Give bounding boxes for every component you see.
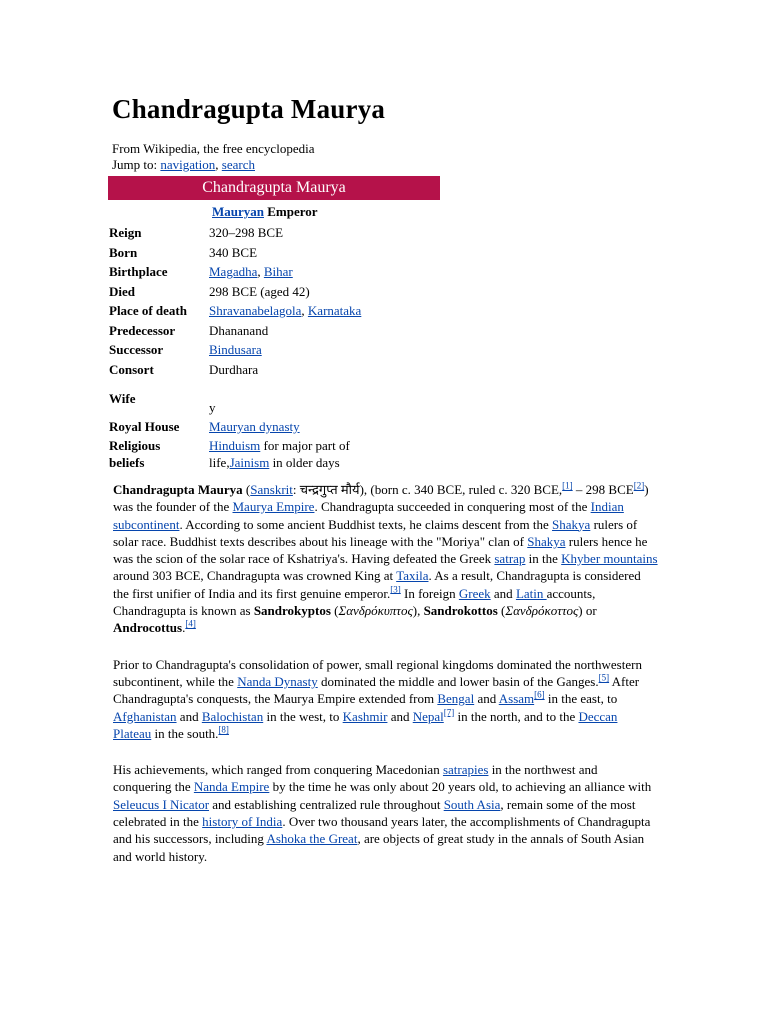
royal-house-value: [209, 417, 440, 437]
text: . According to some ancient Buddhist texts, he claims descent from the: [179, 516, 553, 532]
paragraph-expansion: [113, 656, 658, 742]
bindusara-link[interactable]: Bindusara: [209, 342, 262, 357]
greek-sandrokottos: Σανδρόκοττος: [505, 603, 579, 619]
infobox-row-predecessor: [108, 321, 440, 341]
infobox-row-consort: [108, 360, 440, 380]
text: (: [330, 603, 339, 619]
navigation-link[interactable]: navigation: [160, 157, 216, 172]
page-header: [112, 90, 657, 173]
bold-sandrokottos: Sandrokottos: [423, 603, 498, 619]
birthplace-sep: ,: [257, 264, 264, 279]
infobox-row-wife: [108, 379, 440, 417]
history-of-india-link[interactable]: history of India: [202, 814, 283, 830]
taxila-link[interactable]: Taxila: [396, 568, 429, 584]
successor-label: Successor: [109, 342, 164, 357]
religious-beliefs-label: [108, 437, 209, 471]
infobox-row-born: [108, 243, 440, 263]
citation-1[interactable]: [1]: [562, 480, 573, 491]
text: : चन्द्रगुप्त मौर्य), (born c. 340 BCE, ruled c. 320 BCE,: [292, 482, 563, 497]
citation-6[interactable]: [6]: [534, 689, 545, 700]
religious-text3: in older days: [269, 454, 340, 470]
successor-value: [209, 340, 440, 360]
text: and: [490, 585, 516, 601]
text: , remain some of the most celebrated in the: [113, 796, 636, 830]
infobox-row-religious-beliefs: [108, 437, 440, 471]
sanskrit-link[interactable]: Sanskrit: [250, 482, 293, 497]
paragraph-achievements: [113, 761, 658, 865]
born-label: Born: [109, 244, 138, 260]
text: rulers hence he was the scion of the solar race of Kshatriya's. Having defeated the Greek: [113, 533, 648, 567]
maurya-empire-link[interactable]: Maurya Empire: [232, 499, 315, 515]
shakya-link-2[interactable]: Shakya: [527, 533, 566, 549]
infobox-row-place-of-death: [108, 301, 440, 321]
assam-link[interactable]: Assam: [498, 691, 535, 707]
died-value: 298 BCE (aged 42): [209, 283, 310, 299]
text: in the west, to: [263, 708, 343, 724]
south-asia-link[interactable]: South Asia: [443, 796, 501, 812]
afghanistan-link[interactable]: Afghanistan: [113, 708, 177, 724]
bold-name: Chandragupta Maurya: [113, 482, 243, 497]
text: ) was the founder of the: [113, 482, 649, 515]
died-label: Died: [109, 283, 135, 299]
text: . As a result, Chandragupta is considered the first unifier of India and its first genuine emperor.: [113, 568, 641, 601]
text: accounts, Chandragupta is known as: [113, 585, 596, 619]
text: Prior to Chandragupta's consolidation of power, small regional kingdoms dominated the northwestern subcontinent, while the: [113, 656, 642, 689]
text: (: [242, 482, 251, 497]
citation-2[interactable]: [2]: [633, 480, 645, 491]
citation-3[interactable]: [3]: [390, 584, 401, 595]
religious-label-line2: beliefs: [109, 454, 145, 470]
magadha-link[interactable]: Magadha: [209, 264, 258, 279]
predecessor-label: Predecessor: [109, 322, 176, 338]
royal-house-label: Royal House: [109, 419, 180, 434]
infobox-row-birthplace: [108, 262, 440, 282]
text: ) or: [578, 603, 597, 619]
text: rulers of solar race. Buddhist texts describes about his lineage with the "Moriya" clan of: [113, 516, 638, 549]
deccan-plateau-link[interactable]: Deccan Plateau: [113, 708, 618, 741]
text: . Over two thousand years later, the accomplishments of Chandragupta and his successors, including: [113, 814, 651, 847]
mauryan-link[interactable]: Mauryan: [212, 204, 264, 219]
citation-7[interactable]: [7]: [443, 707, 455, 718]
text: – 298 BCE: [572, 482, 634, 497]
text: and: [474, 691, 499, 707]
hinduism-link[interactable]: Hinduism: [209, 437, 261, 453]
tagline: From Wikipedia, the free encyclopedia: [112, 141, 315, 156]
bengal-link[interactable]: Bengal: [437, 691, 475, 707]
search-link[interactable]: search: [221, 157, 255, 172]
kashmir-link[interactable]: Kashmir: [342, 708, 388, 724]
religious-label-line1: Religious: [109, 437, 161, 453]
infobox: [108, 176, 440, 471]
nepal-link[interactable]: Nepal: [412, 708, 444, 724]
bold-androcottus: Androcottus: [113, 620, 183, 636]
place-of-death-label: Place of death: [109, 303, 187, 318]
reign-value: 320–298 BCE: [209, 225, 284, 240]
infobox-row-died: [108, 282, 440, 302]
citation-4[interactable]: [4]: [185, 619, 196, 630]
text: In foreign: [400, 585, 459, 601]
nanda-dynasty-link[interactable]: Nanda Dynasty: [237, 673, 318, 689]
paragraph-intro: [113, 481, 658, 637]
jump-prefix: Jump to:: [112, 157, 161, 172]
place-of-death-sep: ,: [301, 303, 308, 318]
greek-link[interactable]: Greek: [458, 585, 491, 601]
bihar-link[interactable]: Bihar: [263, 264, 293, 279]
religious-text2: life,: [209, 454, 230, 470]
jump-links: [112, 157, 657, 173]
text: and: [176, 708, 202, 724]
wife-label: Wife: [109, 391, 136, 406]
seleucus-link[interactable]: Seleucus I Nicator: [113, 796, 210, 812]
text: dominated the middle and lower basin of the Ganges.: [317, 673, 599, 689]
jainism-link[interactable]: Jainism: [229, 454, 270, 470]
birthplace-value: [209, 262, 440, 282]
text: in the northwest and conquering the: [113, 762, 598, 795]
text: and: [387, 708, 413, 724]
shakya-link[interactable]: Shakya: [552, 516, 591, 532]
text: in the east, to: [544, 691, 618, 707]
reign-label: Reign: [109, 225, 142, 240]
infobox-header: Chandragupta Maurya: [108, 176, 440, 200]
latin-link[interactable]: Latin: [515, 585, 547, 601]
wife-value: y: [209, 400, 216, 415]
shravanabelagola-link[interactable]: Shravanabelagola: [209, 303, 302, 318]
ashoka-link[interactable]: Ashoka the Great: [266, 831, 358, 847]
citation-5[interactable]: [5]: [598, 672, 610, 683]
infobox-subtitle: [108, 200, 440, 223]
text: in the: [525, 551, 562, 567]
article-body: [113, 481, 658, 884]
religious-text1: for major part of: [260, 437, 350, 453]
infobox-row-successor: [108, 340, 440, 360]
mauryan-dynasty-link[interactable]: Mauryan dynasty: [209, 419, 300, 434]
place-of-death-value: [209, 301, 440, 321]
birthplace-label: Birthplace: [109, 264, 168, 279]
infobox-row-reign: [108, 223, 440, 243]
infobox-row-royal-house: [108, 417, 440, 437]
balochistan-link[interactable]: Balochistan: [201, 708, 264, 724]
consort-label: Consort: [109, 361, 154, 377]
religious-beliefs-value: [209, 437, 440, 471]
satrapies-link[interactable]: satrapies: [442, 762, 489, 778]
text: around 303 BCE, Chandragupta was crowned King at: [113, 568, 397, 584]
predecessor-value: Dhananand: [209, 322, 269, 338]
greek-sandrokyptos: Σανδρόκυπτος: [338, 603, 413, 619]
khyber-mountains-link[interactable]: Khyber mountains: [561, 551, 658, 567]
text: .: [182, 620, 186, 636]
text: , are objects of great study in the annals of South Asian and world history.: [113, 831, 645, 864]
citation-8[interactable]: [8]: [218, 724, 229, 735]
nanda-empire-link[interactable]: Nanda Empire: [193, 779, 270, 795]
indian-subcontinent-link[interactable]: Indian subcontinent: [113, 499, 624, 532]
satrap-link[interactable]: satrap: [494, 551, 526, 567]
text: (: [497, 603, 506, 619]
jump-separator: ,: [215, 157, 222, 172]
consort-value: Durdhara: [209, 361, 259, 377]
karnataka-link[interactable]: Karnataka: [307, 303, 362, 318]
text: ),: [412, 603, 424, 619]
infobox-subtitle-text: Emperor: [264, 204, 318, 219]
text: by the time he was only about 20 years old, to achieving an alliance with: [269, 779, 652, 795]
text: After Chandragupta's conquests, the Maurya Empire extended from: [113, 673, 640, 707]
text: in the south.: [151, 725, 219, 741]
text: His achievements, which ranged from conquering Macedonian: [113, 762, 443, 778]
born-value: 340 BCE: [209, 244, 258, 260]
bold-sandrokyptos: Sandrokyptos: [253, 603, 331, 619]
text: . Chandragupta succeeded in conquering most of the: [314, 499, 591, 515]
page-title: Chandragupta Maurya: [112, 94, 386, 124]
text: in the north, and to the: [454, 708, 579, 724]
text: and establishing centralized rule throughout: [209, 796, 444, 812]
